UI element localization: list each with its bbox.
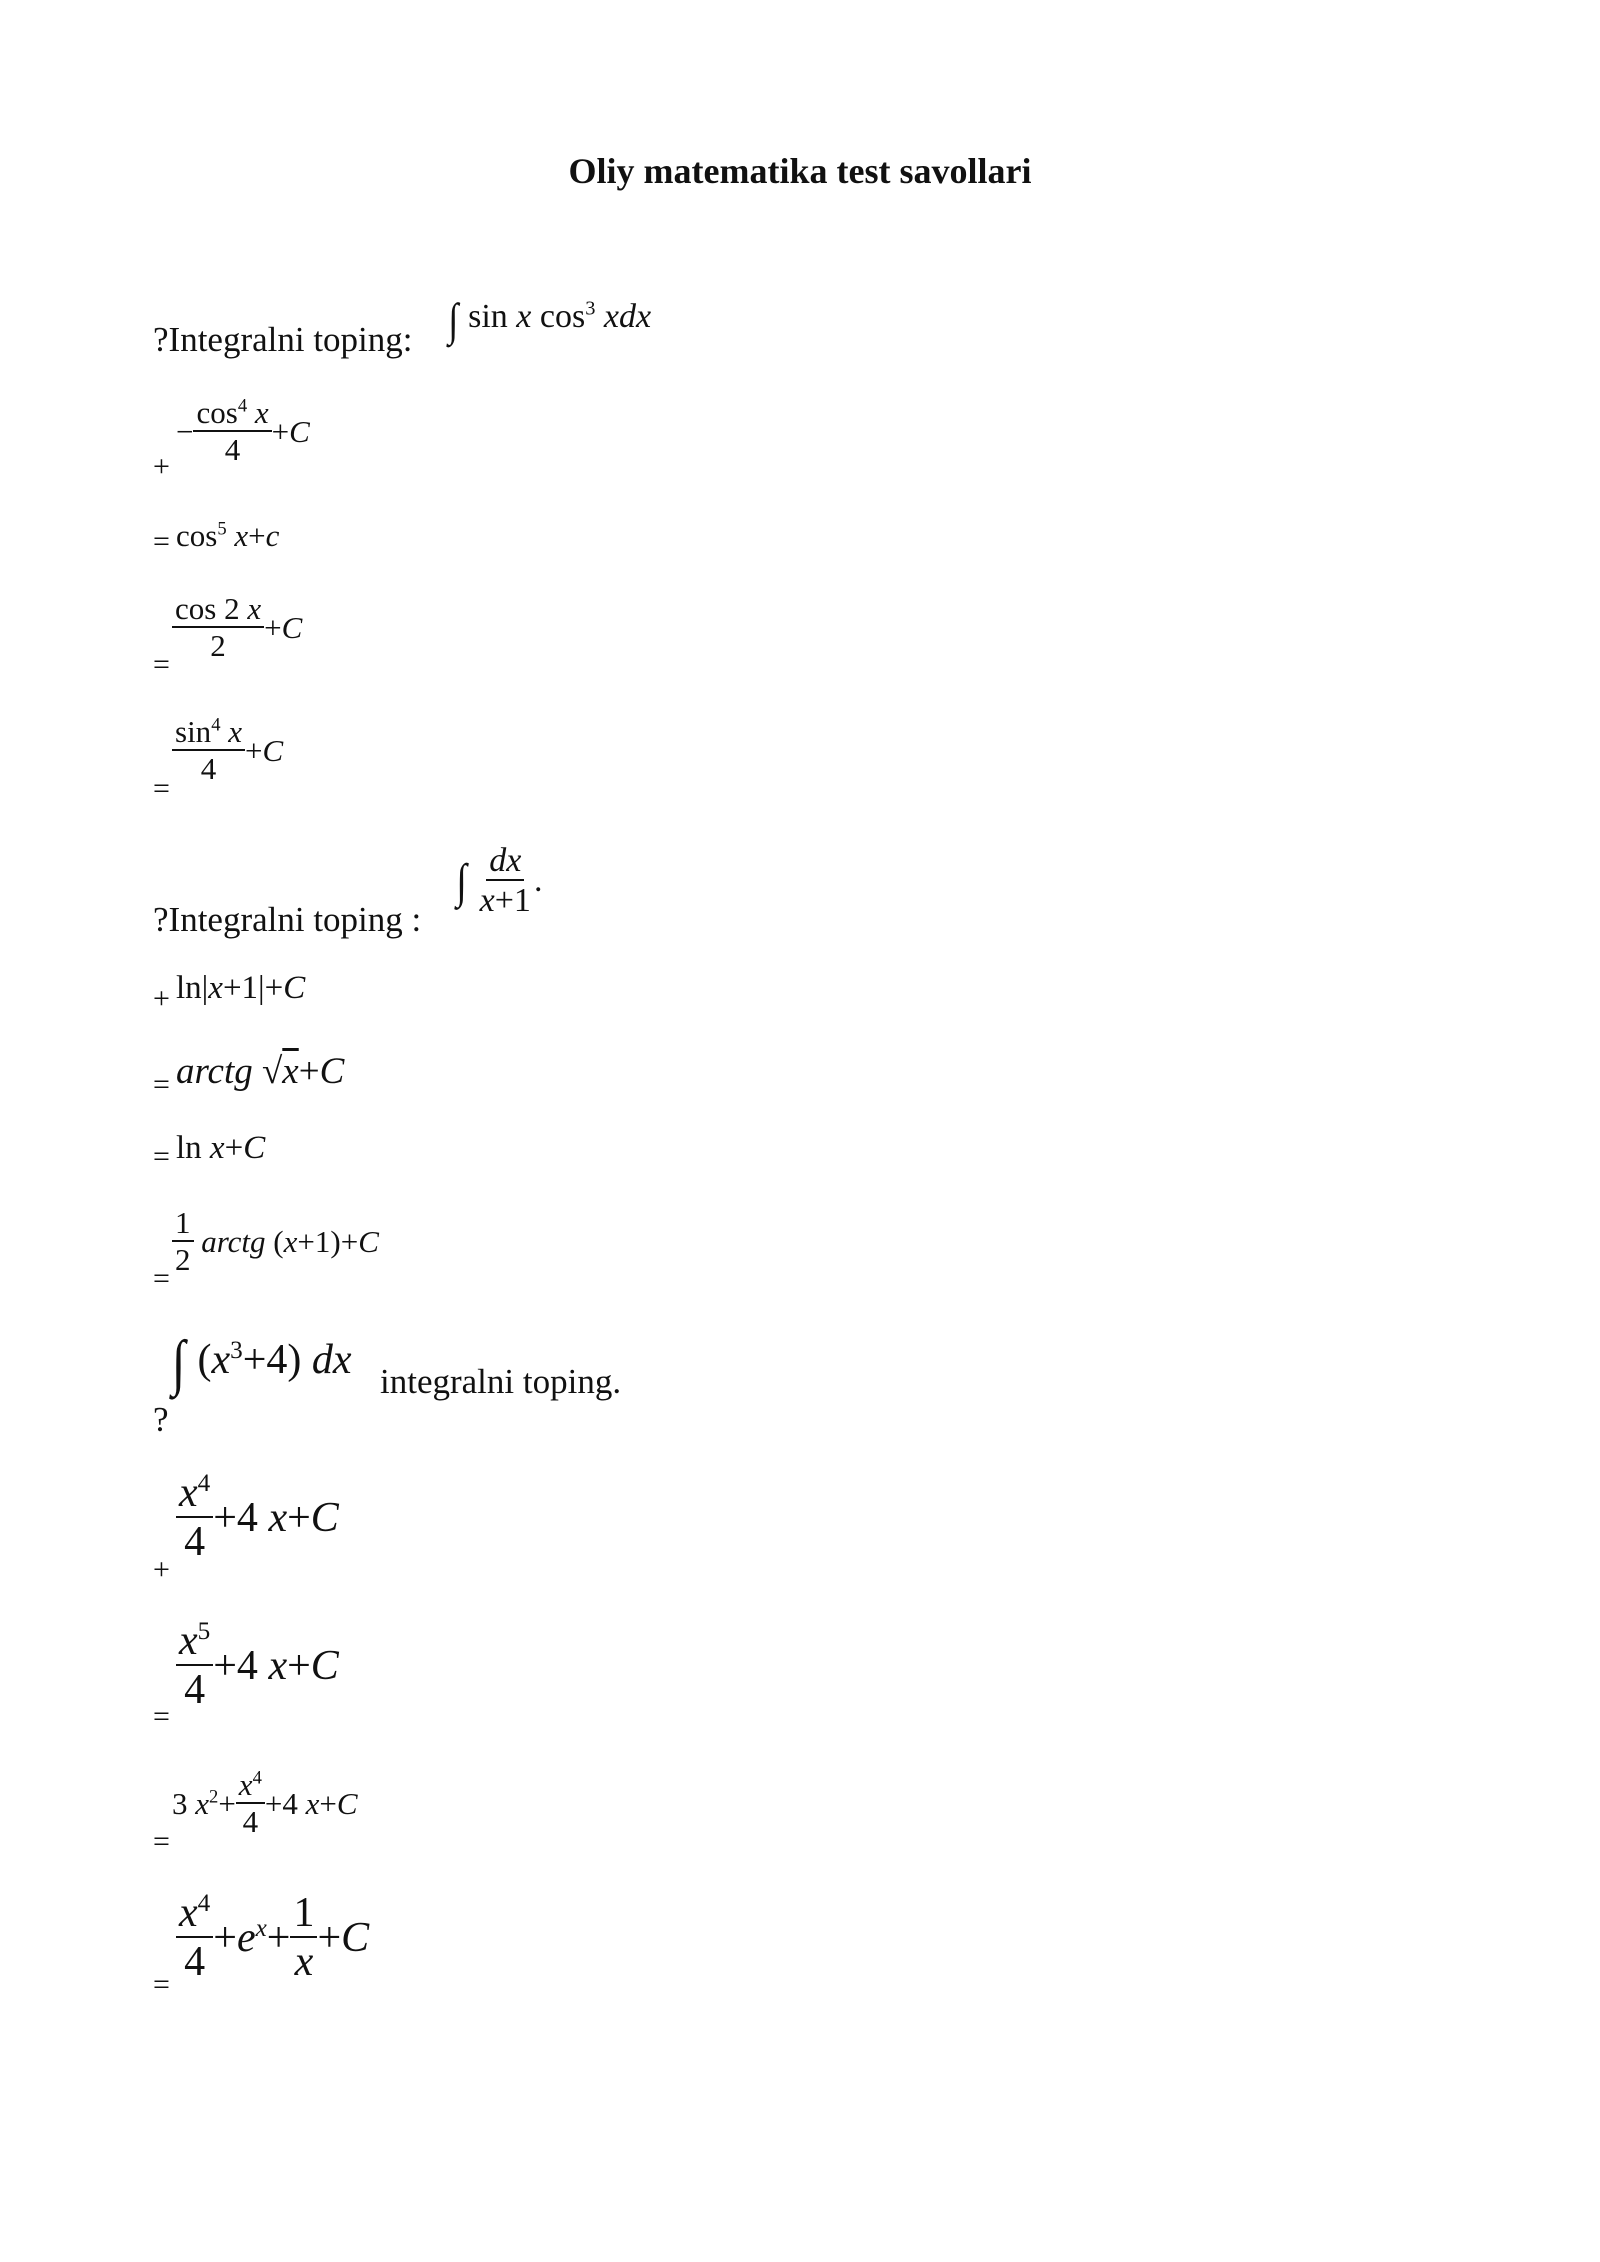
q2-option-1-marker: + <box>153 982 170 1015</box>
q2-option-1: ln|x+1|+C <box>176 970 306 1006</box>
q2-option-3: ln x+C <box>176 1130 266 1166</box>
question-3-suffix: integralni toping. <box>380 1362 622 1401</box>
q3-option-1-marker: + <box>153 1553 170 1586</box>
question-2-expression: ∫ $\frac{dx}{x+1}$ . <box>456 842 543 920</box>
q1-option-4: $\frac{\sin^4 x}{4}$ +C <box>172 715 283 787</box>
q1-option-2-marker: = <box>153 525 170 558</box>
q3-option-2: $\frac{x^5}{4}$ +4 x+C <box>176 1618 339 1714</box>
question-1-prompt: ?Integralni toping: <box>153 320 413 359</box>
q2-option-4: $\frac{1}{2}$ arctg (x+1)+C <box>172 1206 379 1278</box>
q1-option-3: $\frac{\cos 2 x}{2}$ +C <box>172 592 302 664</box>
q3-option-1: $\frac{x^4}{4}$ +4 x+C <box>176 1470 339 1566</box>
question-2-prompt: ?Integralni toping : <box>153 900 422 939</box>
question-3-expression: ∫ $(x^3+4)$ dx <box>171 1329 352 1397</box>
q2-option-4-marker: = <box>153 1262 170 1295</box>
q1-option-3-marker: = <box>153 648 170 681</box>
q1-option-1-marker: + <box>153 450 170 483</box>
question-1-expression: ∫ sin x $\cos^3$ xdx <box>448 294 652 345</box>
q3-option-3: 3 $x^2+$ $\frac{x^4}{4}$ +4 x+C <box>172 1767 358 1840</box>
page-title: Oliy matematika test savollari <box>568 151 1032 191</box>
q1-option-1: − $\frac{\cos^4 x}{4}$ +C <box>176 395 310 468</box>
q2-option-2: arctg √x+C <box>176 1051 345 1092</box>
q3-option-3-marker: = <box>153 1825 170 1858</box>
q3-option-2-marker: = <box>153 1700 170 1733</box>
q3-option-4: $\frac{x^4}{4}$ $+e^x+$ $\frac{1}{x}$ +C <box>176 1890 369 1986</box>
q3-option-4-marker: = <box>153 1968 170 2001</box>
q2-option-2-marker: = <box>153 1068 170 1101</box>
q2-option-3-marker: = <box>153 1140 170 1173</box>
q1-option-2: $\cos^5 x+c$ <box>176 518 280 553</box>
q1-option-4-marker: = <box>153 772 170 805</box>
question-3-prompt: ? <box>153 1400 169 1439</box>
